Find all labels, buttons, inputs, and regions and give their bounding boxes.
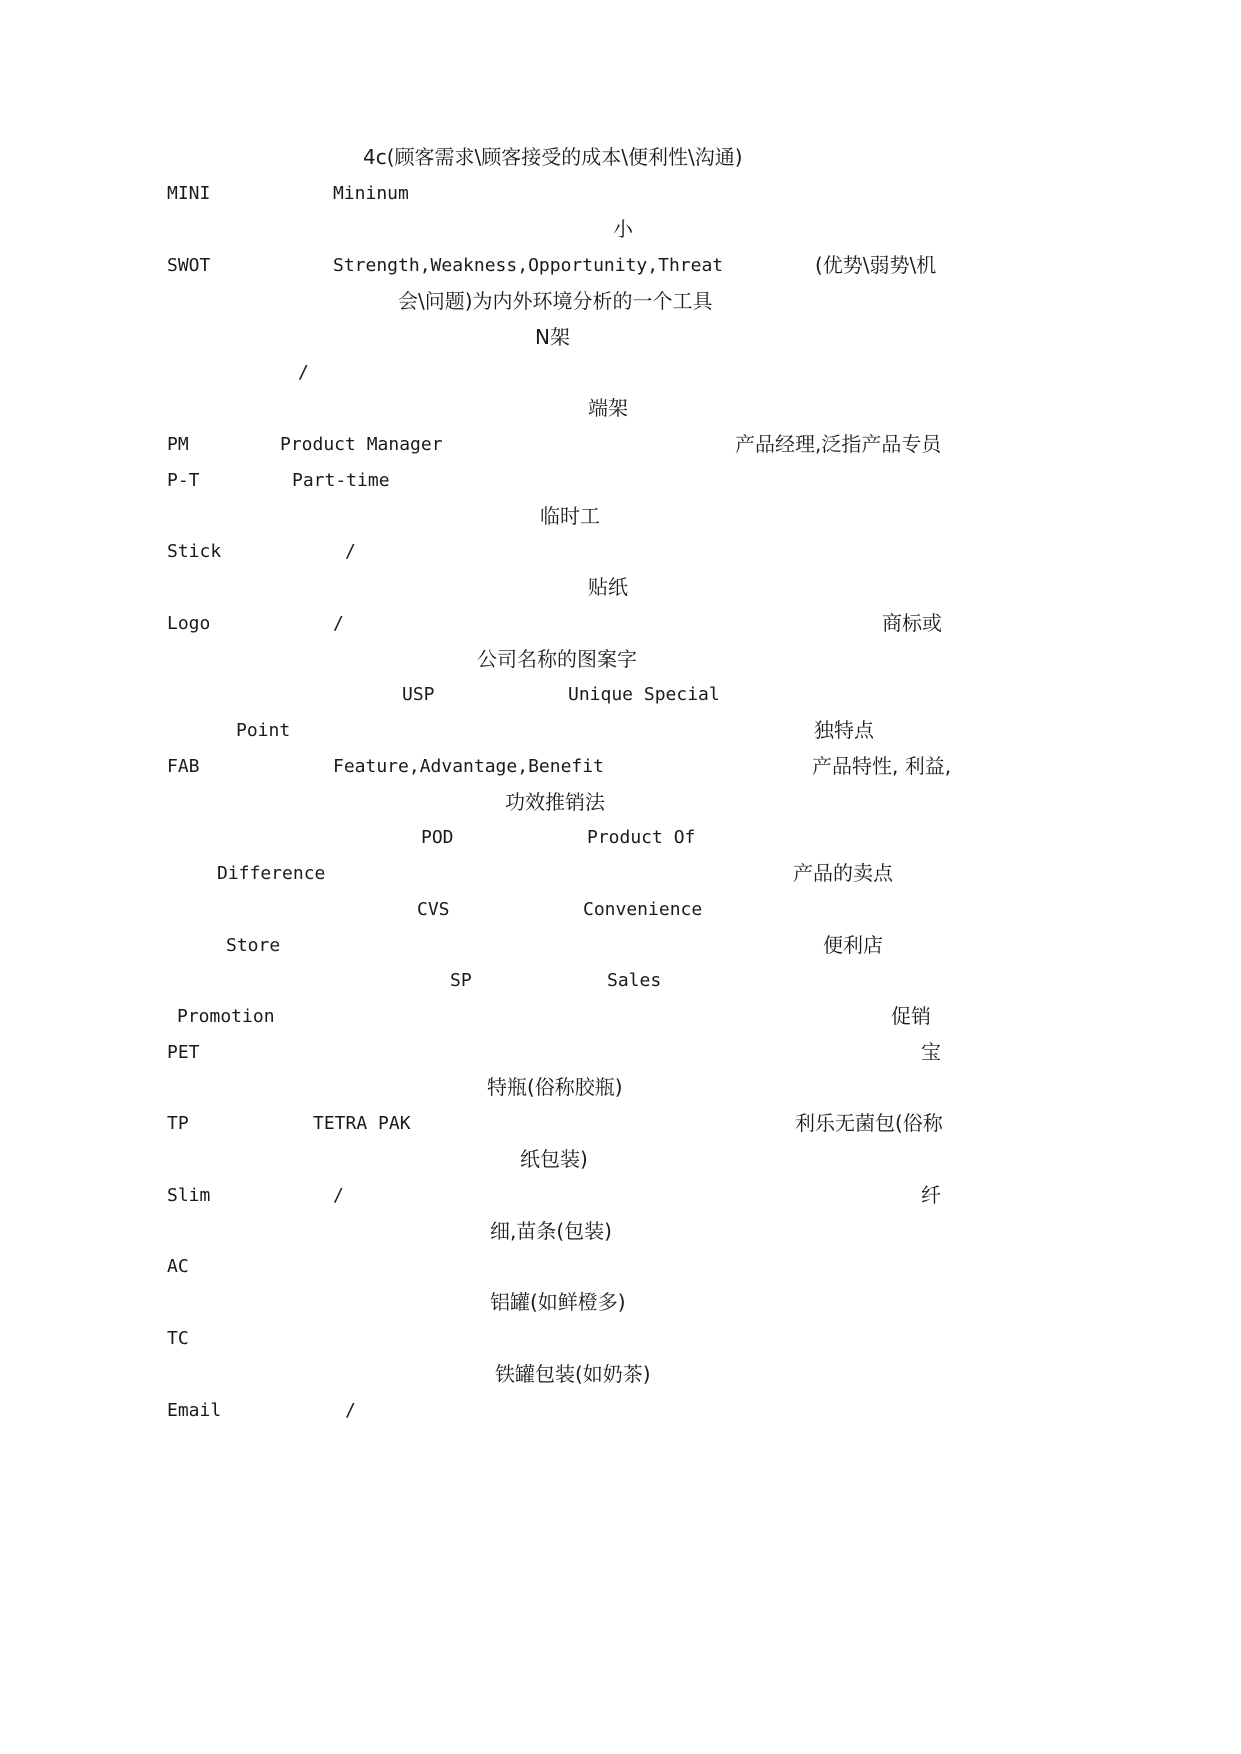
pt-abbr: P-T — [167, 470, 200, 491]
mini-cn: 小 — [613, 217, 633, 241]
swot-cn-b: 会\问题)为内外环境分析的一个工具 — [398, 289, 713, 313]
slim-cn-a: 纤 — [921, 1183, 941, 1207]
sp-abbr: SP — [450, 970, 472, 991]
slim-slash: / — [333, 1185, 344, 1206]
email-slash: / — [345, 1400, 356, 1421]
email-en: Email — [167, 1400, 222, 1421]
pm-en: Product Manager — [280, 434, 443, 455]
tc-abbr: TC — [167, 1328, 189, 1349]
pt-cn: 临时工 — [540, 504, 600, 528]
usp-cn: 独特点 — [814, 718, 874, 742]
fab-cn-b: 功效推销法 — [505, 790, 605, 814]
ac-cn: 铝罐(如鲜橙多) — [490, 1290, 626, 1314]
swot-abbr: SWOT — [167, 255, 211, 276]
pod-abbr: POD — [421, 827, 454, 848]
slash-1: / — [298, 362, 309, 383]
tp-abbr: TP — [167, 1113, 189, 1134]
end-frame: 端架 — [588, 396, 628, 420]
cvs-en-b: Store — [226, 935, 281, 956]
cvs-cn: 便利店 — [823, 933, 883, 957]
pet-cn-a: 宝 — [921, 1040, 941, 1064]
pm-abbr: PM — [167, 434, 189, 455]
usp-en-b: Point — [236, 720, 291, 741]
mini-en: Mininum — [333, 183, 409, 204]
tp-en: TETRA PAK — [313, 1113, 411, 1134]
fab-en: Feature,Advantage,Benefit — [333, 756, 604, 777]
pod-cn: 产品的卖点 — [793, 861, 893, 885]
n-frame: N架 — [535, 325, 570, 349]
stick-slash: / — [345, 541, 356, 562]
cvs-abbr: CVS — [417, 899, 450, 920]
cvs-en-a: Convenience — [583, 899, 703, 920]
tp-cn-a: 利乐无菌包(俗称 — [795, 1111, 943, 1135]
mini-abbr: MINI — [167, 183, 211, 204]
tc-cn: 铁罐包装(如奶茶) — [495, 1362, 651, 1386]
pet-abbr: PET — [167, 1042, 200, 1063]
pet-cn-b: 特瓶(俗称胶瓶) — [487, 1075, 623, 1099]
logo-cn-a: 商标或 — [882, 611, 942, 635]
sp-en-b: Promotion — [177, 1006, 275, 1027]
pt-en: Part-time — [292, 470, 390, 491]
ac-abbr: AC — [167, 1256, 189, 1277]
fab-abbr: FAB — [167, 756, 200, 777]
logo-slash: / — [333, 613, 344, 634]
stick-en: Stick — [167, 541, 222, 562]
stick-cn: 贴纸 — [588, 575, 628, 599]
sp-en-a: Sales — [607, 970, 662, 991]
usp-abbr: USP — [402, 684, 435, 705]
swot-en: Strength,Weakness,Opportunity,Threat — [333, 255, 724, 276]
tp-cn-b: 纸包装) — [520, 1147, 588, 1171]
fab-cn-a: 产品特性, 利益, — [812, 754, 952, 778]
logo-cn-b: 公司名称的图案字 — [477, 647, 637, 671]
pod-en-b: Difference — [217, 863, 326, 884]
swot-cn-a: (优势\弱势\机 — [815, 253, 937, 277]
logo-en: Logo — [167, 613, 211, 634]
title-line: 4c(顾客需求\顾客接受的成本\便利性\沟通) — [363, 145, 743, 169]
sp-cn: 促销 — [891, 1004, 931, 1028]
pod-en-a: Product Of — [587, 827, 696, 848]
pm-cn: 产品经理,泛指产品专员 — [735, 432, 942, 456]
usp-en-a: Unique Special — [568, 684, 720, 705]
slim-cn-b: 细,苗条(包装) — [490, 1219, 612, 1243]
slim-en: Slim — [167, 1185, 211, 1206]
